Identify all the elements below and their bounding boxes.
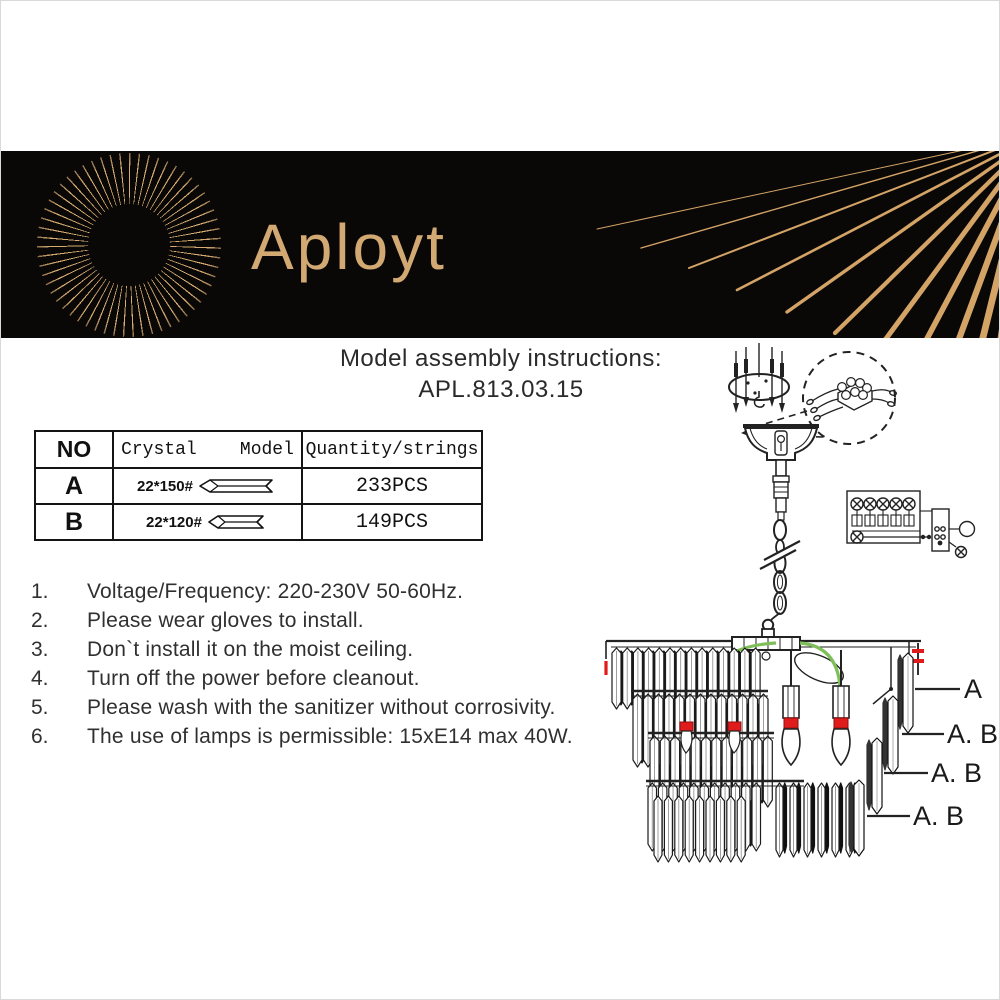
- row-a-quantity: 233PCS: [302, 468, 482, 504]
- list-item: [31, 635, 631, 664]
- tier-label-ab3: A. B: [913, 801, 965, 831]
- instructions-list: [31, 577, 631, 751]
- wire-green-right: [800, 643, 840, 687]
- brand-name: Aployt: [251, 211, 447, 283]
- row-b-crystal: [113, 504, 302, 540]
- row-a-no: A: [35, 468, 113, 504]
- item-text: Turn off the power before cleanout.: [87, 666, 420, 690]
- list-item: [31, 693, 631, 722]
- table-header-row: [35, 431, 482, 468]
- row-a-crystal-size: 22*150#: [137, 477, 193, 495]
- item-text: Don`t install it on the moist ceiling.: [87, 637, 414, 661]
- tier-label-ab1: A. B: [947, 719, 999, 749]
- row-b-no: B: [35, 504, 113, 540]
- tier-label-a: A: [964, 674, 983, 704]
- item-text: Please wear gloves to install.: [87, 608, 364, 632]
- table-row: [35, 504, 482, 540]
- list-item: [31, 606, 631, 635]
- list-item: [31, 722, 631, 751]
- item-number: 1.: [31, 579, 49, 603]
- table-row: [35, 468, 482, 504]
- row-b-quantity: 149PCS: [302, 504, 482, 540]
- crystal-parts-table: [34, 430, 483, 541]
- list-item: [31, 664, 631, 693]
- model-number: APL.813.03.15: [418, 376, 584, 403]
- corner-rays-icon: [1, 151, 999, 338]
- header-crystal-model: Crystal Model: [113, 431, 302, 468]
- crystal-b-icon: [207, 514, 269, 530]
- crystal-a-icon: [198, 478, 278, 494]
- chain-drawing: [760, 520, 800, 639]
- list-item: [31, 577, 631, 606]
- item-number: 6.: [31, 724, 49, 748]
- ceiling-plate-drawing: [729, 343, 789, 413]
- item-number: 2.: [31, 608, 49, 632]
- page-title: Model assembly instructions:: [339, 345, 663, 372]
- item-number: 3.: [31, 637, 49, 661]
- canopy-drawing: [743, 426, 819, 520]
- item-text: The use of lamps is permissible: 15xE14 max 40W.: [87, 724, 573, 748]
- chandelier-drawing: [606, 637, 960, 862]
- row-b-crystal-size: 22*120#: [146, 513, 202, 531]
- header-no: NO: [35, 431, 113, 468]
- item-text: Voltage/Frequency: 220-230V 50-60Hz.: [87, 579, 464, 603]
- row-a-crystal: [113, 468, 302, 504]
- item-number: 5.: [31, 695, 49, 719]
- header-quantity: Quantity/strings: [302, 431, 482, 468]
- item-text: Please wash with the sanitizer without corrosivity.: [87, 695, 556, 719]
- item-number: 4.: [31, 666, 49, 690]
- brand-banner: [1, 151, 999, 338]
- tier-label-ab2: A. B: [931, 758, 983, 788]
- wiring-diagram: [847, 491, 975, 558]
- assembly-diagram: [576, 341, 1000, 886]
